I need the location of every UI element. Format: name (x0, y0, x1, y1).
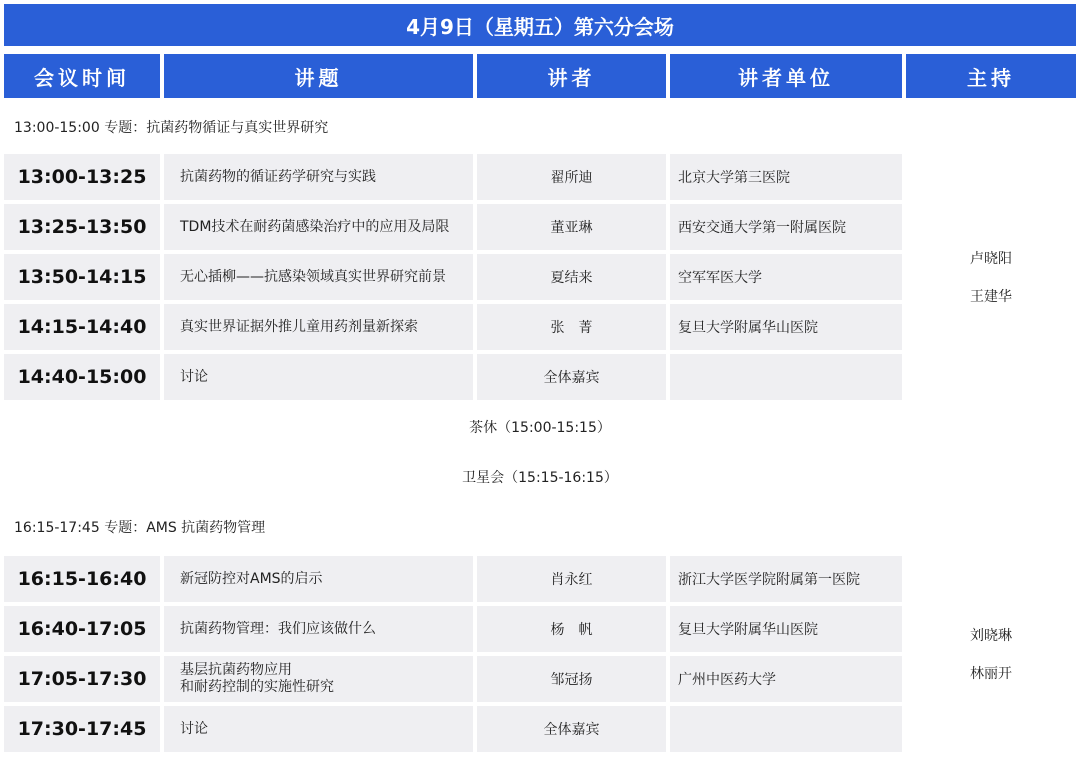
row-topic: 真实世界证据外推儿童用药剂量新探索 (164, 304, 473, 350)
tea-break: 茶休（15:00-15:15） (4, 404, 1076, 450)
satellite-session: 卫星会（15:15-16:15） (4, 454, 1076, 500)
row-time: 13:00-13:25 (4, 154, 160, 200)
row-unit: 复旦大学附属华山医院 (670, 304, 902, 350)
row-unit: 西安交通大学第一附属医院 (670, 204, 902, 250)
host-name: 林丽开 (970, 666, 1012, 682)
row-topic: 抗菌药物管理：我们应该做什么 (164, 606, 473, 652)
row-unit (670, 354, 902, 400)
header-topic: 讲题 (164, 54, 473, 98)
host-name: 卢晓阳 (970, 251, 1012, 267)
row-time: 13:25-13:50 (4, 204, 160, 250)
row-time: 13:50-14:15 (4, 254, 160, 300)
session2-label: 16:15-17:45 专题：AMS 抗菌药物管理 (4, 504, 1076, 550)
row-unit: 北京大学第三医院 (670, 154, 902, 200)
row-topic: 讨论 (164, 354, 473, 400)
host-name: 刘晓琳 (970, 628, 1012, 644)
row-time: 17:05-17:30 (4, 656, 160, 702)
row-speaker: 夏结来 (477, 254, 666, 300)
row-topic: 抗菌药物的循证药学研究与实践 (164, 154, 473, 200)
row-speaker: 翟所迪 (477, 154, 666, 200)
row-time: 17:30-17:45 (4, 706, 160, 752)
row-topic: 无心插柳——抗感染领域真实世界研究前景 (164, 254, 473, 300)
row-topic: 新冠防控对AMS的启示 (164, 556, 473, 602)
row-speaker: 全体嘉宾 (477, 706, 666, 752)
row-unit: 浙江大学医学院附属第一医院 (670, 556, 902, 602)
row-unit: 广州中医药大学 (670, 656, 902, 702)
row-speaker: 董亚琳 (477, 204, 666, 250)
header-time: 会议时间 (4, 54, 160, 98)
row-time: 14:40-15:00 (4, 354, 160, 400)
row-unit (670, 706, 902, 752)
row-speaker: 杨 帆 (477, 606, 666, 652)
header-host: 主持 (906, 54, 1076, 98)
row-time: 14:15-14:40 (4, 304, 160, 350)
session2-hosts (906, 556, 1076, 752)
page-title: 4月9日（星期五）第六分会场 (4, 4, 1076, 46)
row-speaker: 邹冠扬 (477, 656, 666, 702)
row-topic (164, 656, 473, 702)
session1-hosts (906, 154, 1076, 400)
row-speaker: 张 菁 (477, 304, 666, 350)
header-speaker: 讲者 (477, 54, 666, 98)
row-unit: 空军军医大学 (670, 254, 902, 300)
row-speaker: 全体嘉宾 (477, 354, 666, 400)
row-topic: 讨论 (164, 706, 473, 752)
row-time: 16:40-17:05 (4, 606, 160, 652)
host-name: 王建华 (970, 289, 1012, 305)
header-unit: 讲者单位 (670, 54, 902, 98)
session1-label: 13:00-15:00 专题：抗菌药物循证与真实世界研究 (4, 104, 1076, 150)
row-speaker: 肖永红 (477, 556, 666, 602)
row-unit: 复旦大学附属华山医院 (670, 606, 902, 652)
row-time: 16:15-16:40 (4, 556, 160, 602)
row-topic-line: 基层抗菌药物应用 (180, 662, 292, 678)
row-topic: TDM技术在耐药菌感染治疗中的应用及局限 (164, 204, 473, 250)
row-topic-line: 和耐药控制的实施性研究 (180, 679, 334, 695)
